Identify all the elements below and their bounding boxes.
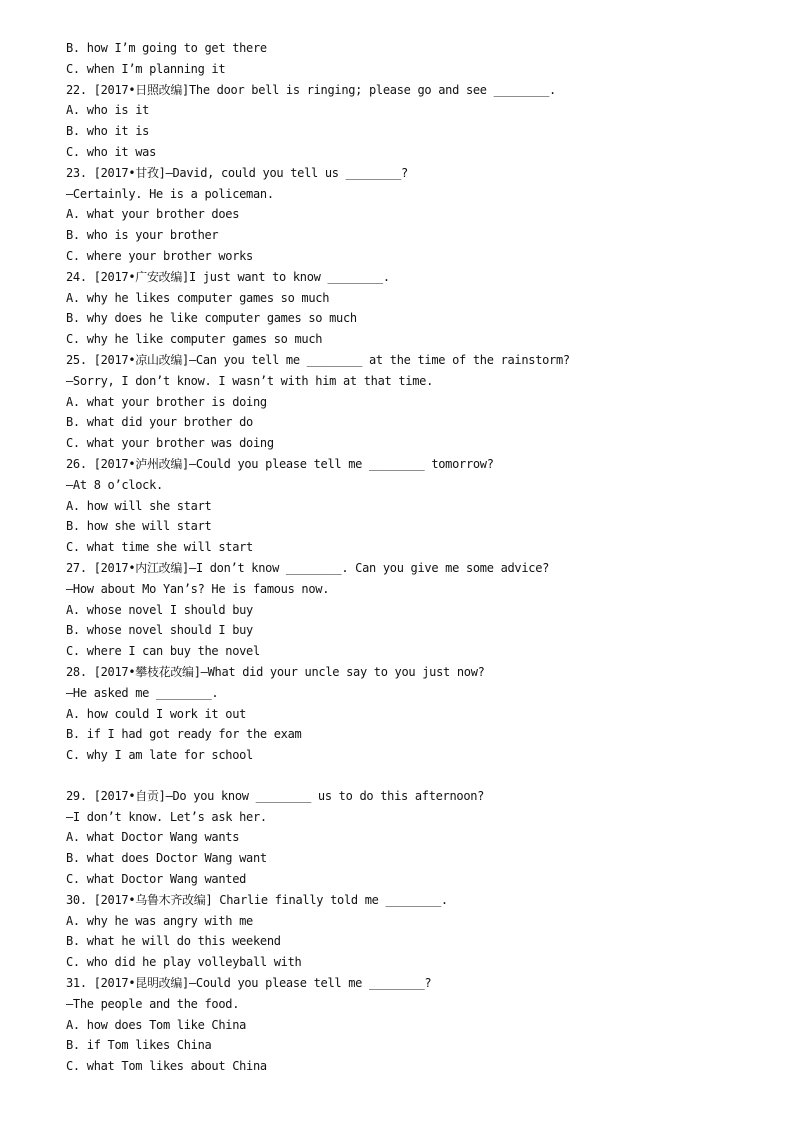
blank-line [66,766,766,786]
option-line: A. what your brother does [66,207,240,222]
question-31: 31. [2017•昆明改编]—Could you please tell me ________? [66,976,432,991]
option-line: B. what he will do this weekend [66,934,281,949]
dialogue-line: —He asked me ________. [66,685,219,700]
option-line: C. what Doctor Wang wanted [66,872,247,887]
option-line: A. whose novel I should buy [66,602,253,617]
option-line: A. why he likes computer games so much [66,290,330,305]
option-line: B. how she will start [66,519,212,534]
dialogue-line: —How about Mo Yan’s? He is famous now. [66,581,330,596]
option-line: A. who is it [66,103,150,118]
question-27: 27. [2017•内江改编]—I don’t know ________. Can you give me some advice? [66,560,550,575]
question-24: 24. [2017•广安改编]I just want to know ________. [66,269,390,284]
dialogue-line: —I don’t know. Let’s ask her. [66,809,267,824]
dialogue-line: —The people and the food. [66,996,240,1011]
option-line: B. how I’m going to get there [66,41,267,55]
option-line: A. how could I work it out [66,706,247,721]
option-line: B. whose novel should I buy [66,623,253,638]
option-line: C. what time she will start [66,540,253,555]
option-line: C. why he like computer games so much [66,332,323,347]
option-line: A. why he was angry with me [66,913,253,928]
question-28: 28. [2017•攀枝花改编]—What did your uncle say to you just now? [66,664,485,679]
question-23: 23. [2017•甘孜]—David, could you tell us ________? [66,165,408,180]
option-line: B. who it is [66,124,150,139]
option-line: C. where your brother works [66,248,253,263]
worksheet-page [66,38,766,1077]
option-line: C. why I am late for school [66,748,253,763]
option-line: A. what Doctor Wang wants [66,830,240,845]
question-29: 29. [2017•自贡]—Do you know ________ us to do this afternoon? [66,788,485,803]
dialogue-line: —Sorry, I don’t know. I wasn’t with him at that time. [66,373,434,388]
option-line: B. what did your brother do [66,415,253,430]
option-line: C. what your brother was doing [66,436,274,451]
question-30: 30. [2017•乌鲁木齐改编] Charlie finally told me ________. [66,892,448,907]
option-line: B. what does Doctor Wang want [66,851,267,866]
option-line: C. who did he play volleyball with [66,955,302,970]
option-line: A. what your brother is doing [66,394,267,409]
option-line: B. why does he like computer games so much [66,311,357,326]
option-line: C. who it was [66,144,157,159]
dialogue-line: —Certainly. He is a policeman. [66,186,274,201]
option-line: A. how does Tom like China [66,1017,247,1032]
question-26: 26. [2017•泸州改编]—Could you please tell me ________ tomorrow? [66,456,494,471]
dialogue-line: —At 8 o’clock. [66,477,163,492]
option-line: B. if Tom likes China [66,1038,212,1053]
option-line: A. how will she start [66,498,212,513]
option-line: B. who is your brother [66,228,219,243]
option-line: C. what Tom likes about China [66,1059,267,1074]
option-line: C. where I can buy the novel [66,644,260,659]
question-22: 22. [2017•日照改编]The door bell is ringing; please go and see ________. [66,82,556,97]
question-25: 25. [2017•凉山改编]—Can you tell me ________ at the time of the rainstorm? [66,352,570,367]
option-line: C. when I’m planning it [66,61,226,76]
option-line: B. if I had got ready for the exam [66,727,302,742]
